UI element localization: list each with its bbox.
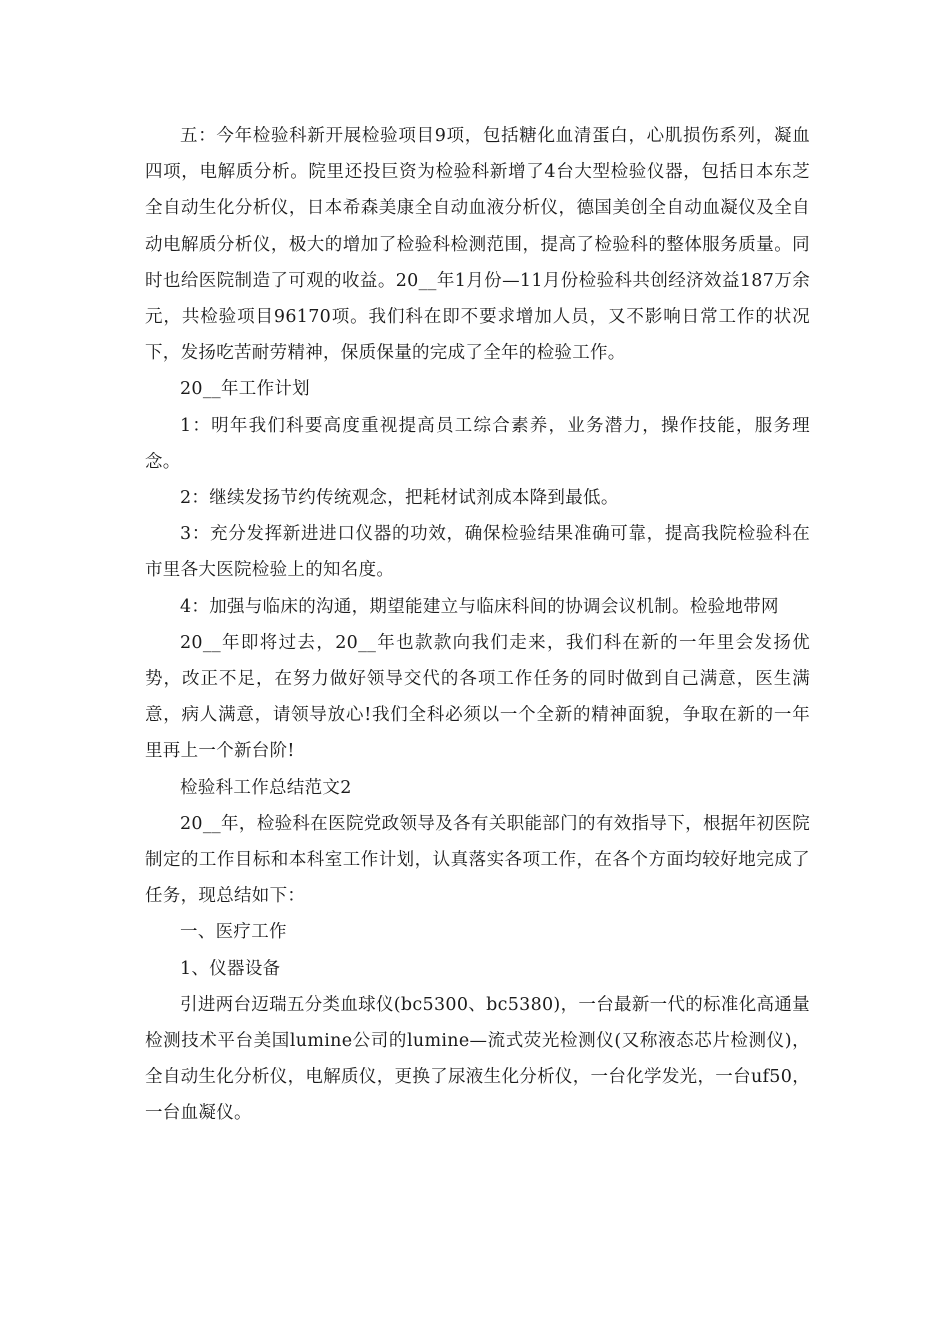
paragraph-intro-2: 20__年，检验科在医院党政领导及各有关职能部门的有效指导下，根据年初医院制定的工作目标和本科室工作计划，认真落实各项工作，在各个方面均较好地完成了任务，现总结如下：: [145, 813, 810, 907]
paragraph-plan-item-4: 4：加强与临床的沟通，期望能建立与临床科间的协调会议机制。检验地带网: [180, 596, 779, 617]
heading-equipment: 1、仪器设备: [180, 958, 281, 979]
paragraph-plan-item-1: 1：明年我们科要高度重视提高员工综合素养，业务潜力，操作技能，服务理念。: [145, 415, 810, 472]
paragraph-plan-item-3: 3：充分发挥新进进口仪器的功效，确保检验结果准确可靠，提高我院检验科在市里各大医院检验上的知名度。: [145, 524, 810, 581]
paragraph-plan-item-2: 2：继续发扬节约传统观念，把耗材试剂成本降到最低。: [180, 488, 619, 509]
heading-medical-work: 一、医疗工作: [180, 922, 287, 943]
paragraph-closing: 20__年即将过去，20__年也款款向我们走来，我们科在新的一年里会发扬优势，改正不足，在努力做好领导交代的各项工作任务的同时做到自己满意，医生满意，病人满意，请领导放心!我们全科必须以一个全新的精神面貌，争取在新的一年里再上一个新台阶!: [145, 632, 810, 762]
paragraph-equipment: 引进两台迈瑞五分类血球仪(bc5300、bc5380)，一台最新一代的标准化高通量检测技术平台美国lumine公司的lumine—流式荧光检测仪(又称液态芯片检测仪)，全自动生化分析仪，电解质仪，更换了尿液生化分析仪，一台化学发光，一台uf50，一台血凝仪。: [145, 994, 810, 1124]
paragraph-lab-new-projects: 五：今年检验科新开展检验项目9项，包括糖化血清蛋白，心肌损伤系列，凝血四项，电解质分析。院里还投巨资为检验科新增了4台大型检验仪器，包括日本东芝全自动生化分析仪，日本希森美康全自动血液分析仪，德国美创全自动血凝仪及全自动电解质分析仪，极大的增加了检验科检测范围，提高了检验科的整体服务质量。同时也给医院制造了可观的收益。20__年1月份—11月份检验科共创经济效益187万余元，共检验项目96170项。我们科在即不要求增加人员，又不影响日常工作的状况下，发扬吃苦耐劳精神，保质保量的完成了全年的检验工作。: [145, 126, 810, 364]
heading-work-plan: 20__年工作计划: [180, 379, 310, 400]
heading-sample-2: 检验科工作总结范文2: [180, 777, 352, 798]
document-body: [145, 118, 810, 1132]
